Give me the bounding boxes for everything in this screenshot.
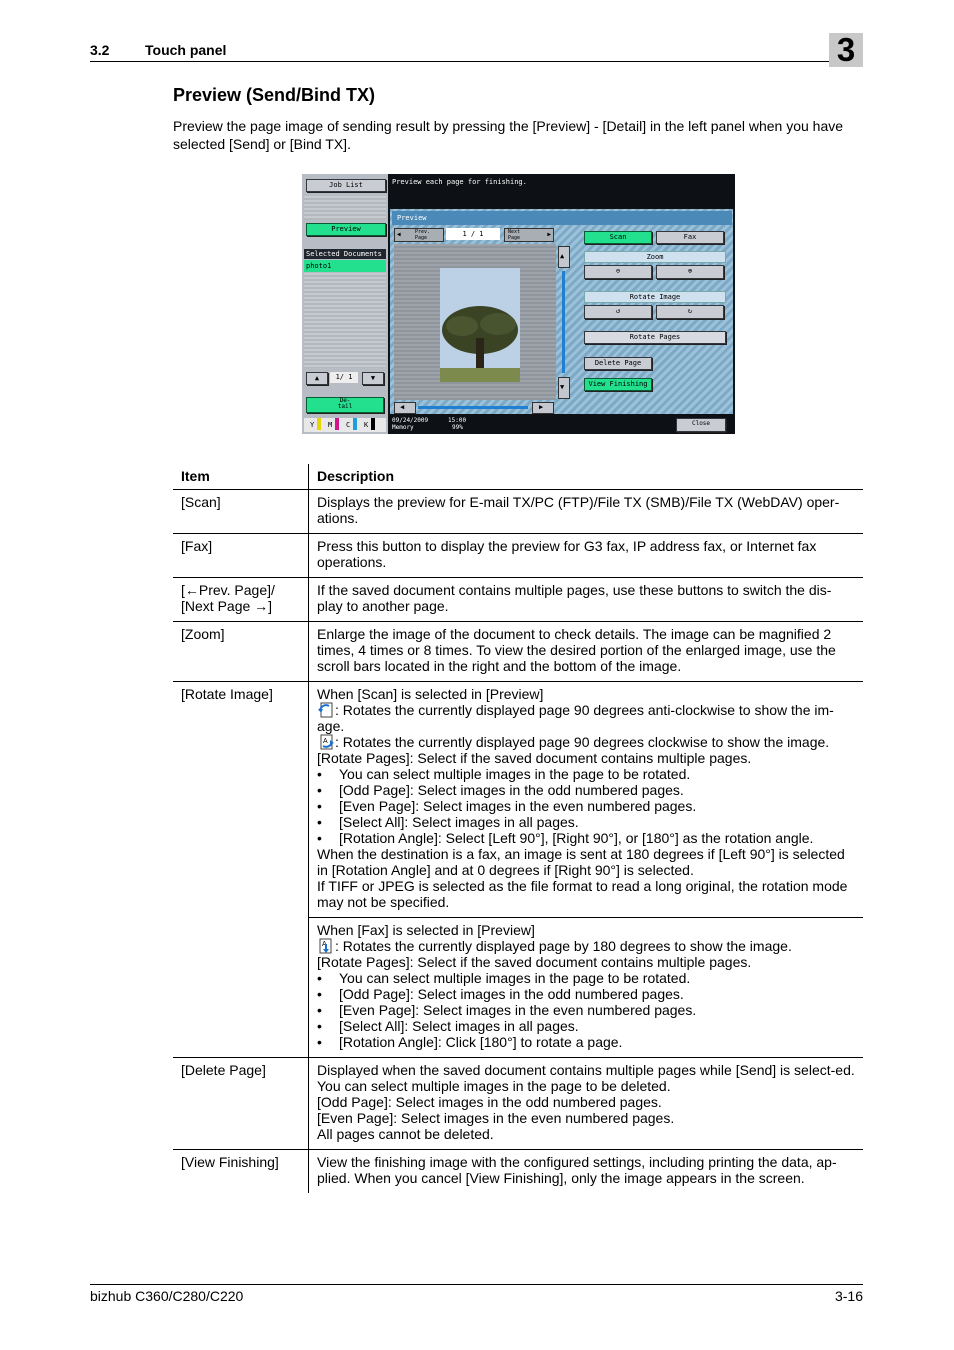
rotate-anticlockwise-icon (317, 702, 335, 718)
row-item: [Scan] (173, 490, 309, 534)
toner-y-bar (317, 418, 321, 430)
svg-text:A: A (322, 941, 327, 948)
delete-page-button[interactable]: Delete Page (584, 357, 652, 370)
row-description (309, 682, 864, 918)
toner-y: Y (310, 421, 315, 429)
arrow-down-icon: ▼ (370, 374, 376, 382)
vertical-scrollbar[interactable] (562, 271, 565, 373)
header-rule (90, 61, 863, 62)
rotate-cw-text: : Rotates the currently displayed page 90 degrees clockwise to show the image. (335, 734, 830, 750)
page-counter: 1 / 1 (446, 228, 500, 240)
rotate-pages-button[interactable]: Rotate Pages (584, 331, 726, 344)
rotate-acw-line (317, 702, 855, 734)
arrow-left-icon: ◀ (400, 403, 405, 411)
list-item: • [Odd Page]: Select images in the odd numbered pages. (317, 782, 855, 798)
row-description: If the saved document contains multiple pages, use these buttons to switch the dis-play to another page. (309, 578, 864, 622)
row-item: [Fax] (173, 534, 309, 578)
row-item: [View Finishing] (173, 1150, 309, 1194)
touch-panel-screenshot (302, 174, 735, 434)
next-page-button[interactable] (504, 228, 554, 242)
toner-k: K (364, 421, 369, 429)
list-item: • [Rotation Angle]: Click [180°] to rotate a page. (317, 1034, 855, 1050)
rotate-left-icon: ↺ (615, 307, 621, 315)
rotate-note-tiff: If TIFF or JPEG is selected as the file format to read a long original, the rotation mode may not be specified. (317, 878, 848, 910)
header-description: Description (309, 464, 864, 490)
rotate-180-line (317, 938, 855, 954)
left-panel-stripes (304, 196, 386, 220)
preview-button[interactable]: Preview (306, 223, 386, 236)
table-header-row (173, 464, 863, 490)
chapter-number: 3 (836, 31, 856, 68)
prev-page-button[interactable] (394, 228, 444, 242)
delete-line: [Odd Page]: Select images in the odd numbered pages. (317, 1094, 662, 1110)
left-scroll-up-button[interactable] (306, 372, 328, 385)
view-finishing-button[interactable]: View Finishing (584, 378, 652, 391)
zoom-label: Zoom (584, 251, 726, 263)
prev-page-label: Prev. Page (415, 229, 431, 241)
rotate-scan-heading: When [Scan] is selected in [Preview] (317, 686, 544, 702)
arrow-up-icon: ▲ (560, 252, 565, 260)
h-scroll-right-button[interactable] (532, 402, 554, 414)
zoom-out-icon: ⊖ (615, 267, 621, 275)
delete-line: Displayed when the saved document contains multiple pages while [Send] is select-ed. (317, 1062, 855, 1078)
rotate-right-button[interactable] (656, 305, 724, 319)
status-time: 15:00 (448, 417, 467, 424)
next-page-item: [Next Page →] (181, 598, 273, 614)
toner-c-bar (353, 418, 357, 430)
arrow-left-icon: ◀ (397, 231, 401, 238)
preview-photo (440, 268, 520, 382)
toner-k-bar (371, 418, 375, 430)
table-row (173, 1150, 863, 1194)
left-panel (302, 174, 388, 434)
svg-text:A: A (323, 738, 328, 745)
selected-document-item[interactable]: photo1 (304, 260, 386, 272)
rotate-image-label: Rotate Image (584, 291, 726, 303)
arrow-down-icon: ▼ (560, 383, 565, 391)
status-bar (388, 414, 735, 434)
rotate-fax-bullets (317, 970, 855, 1050)
rotate-note-fax: When the destination is a fax, an image is sent at 180 degrees if [Left 90°] is selected in [Rotation Angle] and at 0 degrees if [Right 90°] is selected. (317, 846, 845, 878)
header-item: Item (173, 464, 309, 490)
zoom-in-button[interactable] (656, 265, 724, 279)
table-row (173, 622, 863, 682)
rotate-pages-text: [Rotate Pages]: Select if the saved document contains multiple pages. (317, 750, 752, 766)
table-row (173, 490, 863, 534)
rotate-acw-text: : Rotates the currently displayed page 90 degrees anti-clockwise to show the im-age. (317, 702, 834, 734)
arrow-right-icon: ▶ (547, 231, 551, 238)
selected-documents-header: Selected Documents (304, 249, 386, 259)
rotate-clockwise-icon (317, 734, 335, 750)
row-item: [Delete Page] (173, 1058, 309, 1150)
scan-button[interactable]: Scan (584, 231, 652, 244)
memory-value: 99% (452, 424, 463, 431)
row-description (309, 1058, 864, 1150)
toner-c: C (346, 421, 351, 429)
preview-window (390, 209, 733, 431)
table-row (173, 578, 863, 622)
row-item (173, 578, 309, 622)
list-item: • [Odd Page]: Select images in the odd numbered pages. (317, 986, 855, 1002)
intro-paragraph: Preview the page image of sending result by pressing the [Preview] - [Detail] in the left panel when you have selected [Send] or [Bind TX]. (173, 118, 844, 152)
h-scroll-left-button[interactable] (394, 402, 416, 414)
right-panel (388, 174, 735, 434)
fax-button[interactable]: Fax (656, 231, 724, 244)
row-description: Press this button to display the preview for G3 fax, IP address fax, or Internet fax operations. (309, 534, 864, 578)
rotate-left-button[interactable] (584, 305, 652, 319)
row-description (309, 918, 864, 1058)
v-scroll-down-button[interactable] (558, 377, 570, 399)
toner-m: M (328, 421, 333, 429)
row-description: Displays the preview for E-mail TX/PC (FTP)/File TX (SMB)/File TX (WebDAV) oper-ations. (309, 490, 864, 534)
list-item: • You can select multiple images in the page to be rotated. (317, 766, 855, 782)
footer-page-number: 3-16 (834, 1288, 863, 1304)
document-list-area (304, 273, 386, 368)
image-area (394, 244, 556, 400)
row-description: View the finishing image with the configured settings, including printing the data, ap-plied. When you cancel [View Finishing], only the image appears in the screen. (317, 1154, 837, 1186)
detail-button[interactable]: De- tail (306, 397, 384, 413)
tree-image (440, 268, 520, 382)
list-item: • You can select multiple images in the page to be rotated. (317, 970, 855, 986)
zoom-in-icon: ⊕ (687, 267, 693, 275)
list-item: • [Even Page]: Select images in the even numbered pages. (317, 1002, 855, 1018)
delete-line: All pages cannot be deleted. (317, 1126, 494, 1142)
left-scroll-down-button[interactable] (362, 372, 384, 385)
message-area: Preview each page for finishing. (388, 174, 735, 208)
page-title: Preview (Send/Bind TX) (173, 85, 376, 105)
job-list-button[interactable]: Job List (306, 179, 386, 192)
rotate-180-icon (317, 938, 335, 954)
v-scroll-up-button[interactable] (558, 246, 570, 268)
left-page-counter: 1/ 1 (330, 372, 358, 383)
footer-rule (90, 1284, 863, 1285)
prev-page-item: [←Prev. Page]/ (181, 582, 275, 598)
section-title: Touch panel (145, 42, 227, 58)
delete-line: You can select multiple images in the page to be deleted. (317, 1078, 671, 1094)
memory-label: Memory (392, 424, 414, 431)
row-item: [Zoom] (173, 622, 309, 682)
horizontal-scrollbar[interactable] (418, 406, 528, 409)
toner-m-bar (335, 418, 339, 430)
list-item: • [Select All]: Select images in all pages. (317, 1018, 855, 1034)
list-item: • [Rotation Angle]: Select [Left 90°], [Right 90°], or [180°] as the rotation angle. (317, 830, 855, 846)
close-button[interactable]: Close (676, 418, 726, 432)
preview-tab: Preview (392, 211, 732, 225)
status-date: 09/24/2009 (392, 417, 429, 424)
row-description: Enlarge the image of the document to check details. The image can be magnified 2 times, 4 times or 8 times. To view the desired portion of the enlarged image, use the scroll bars located in the right and the bottom of the image. (309, 622, 864, 682)
footer-model: bizhub C360/C280/C220 (90, 1288, 244, 1304)
next-page-label: Next Page (508, 229, 521, 241)
list-item: • [Select All]: Select images in all pages. (317, 814, 855, 830)
rotate-fax-heading: When [Fax] is selected in [Preview] (317, 922, 535, 938)
zoom-out-button[interactable] (584, 265, 652, 279)
rotate-scan-bullets (317, 766, 855, 846)
rotate-cw-line (317, 734, 855, 750)
section-number: 3.2 (90, 42, 110, 58)
table-row (173, 682, 863, 918)
rotate-right-icon: ↻ (687, 307, 693, 315)
toner-indicator (304, 418, 386, 432)
rotate-180-text: : Rotates the currently displayed page by 180 degrees to show the image. (335, 938, 792, 954)
arrow-right-icon: ▶ (539, 403, 544, 411)
arrow-up-icon: ▲ (314, 374, 320, 382)
list-item: • [Even Page]: Select images in the even numbered pages. (317, 798, 855, 814)
table-row (173, 534, 863, 578)
item-description-table (173, 464, 863, 1193)
delete-line: [Even Page]: Select images in the even numbered pages. (317, 1110, 675, 1126)
table-row (173, 1058, 863, 1150)
row-item: [Rotate Image] (173, 682, 309, 1058)
rotate-pages-text: [Rotate Pages]: Select if the saved document contains multiple pages. (317, 954, 752, 970)
